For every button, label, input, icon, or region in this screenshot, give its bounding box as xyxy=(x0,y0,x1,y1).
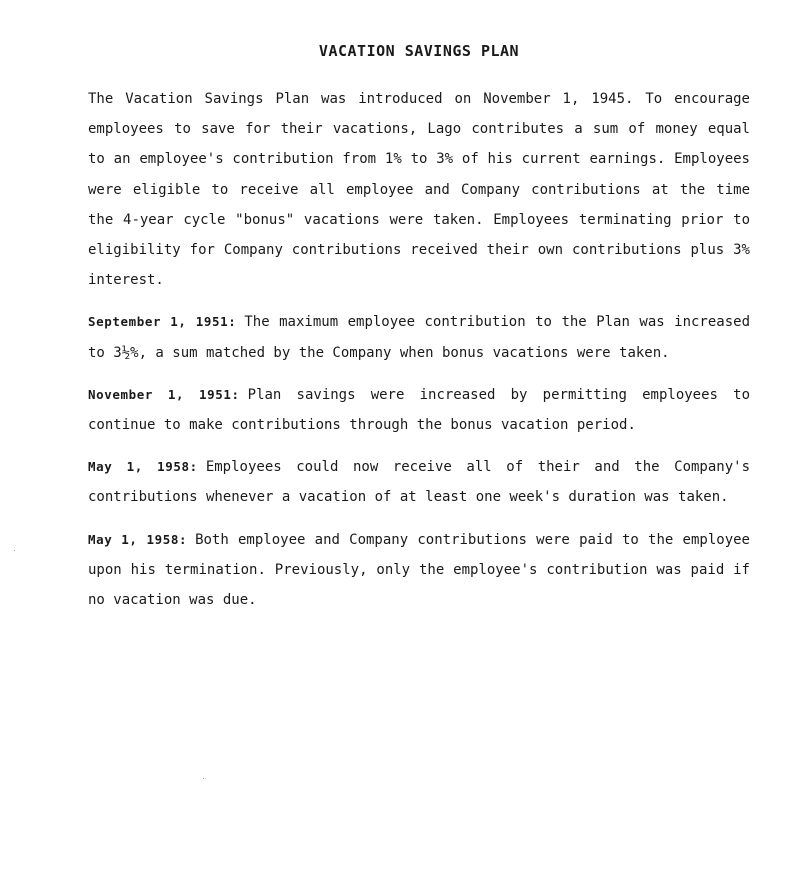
document-page xyxy=(88,40,750,615)
entry-text: Plan savings were increased by permitting employees to continue to make contributions through the bonus vacation period. xyxy=(88,386,751,434)
intro-paragraph: The Vacation Savings Plan was introduced on November 1, 1945. To encourage employees to save for their vacations, Lago contributes a sum of money equal to an employee's contribution from 1% to 3% of his current earnings. Employees were eligible to receive all employee and Company contributions at the time the 4-year cycle "bonus" vacations were taken. Employees terminating prior to eligibility for Company contributions received their own contributions plus 3% interest. xyxy=(88,91,750,289)
entry-date: November 1, 1951: xyxy=(88,386,240,402)
entry-paragraph xyxy=(88,380,750,440)
entry-text: Both employee and Company contributions were paid to the employee upon his termination. Previously, only the employee's contribution was paid if no vacation was due. xyxy=(88,531,750,609)
entry-paragraph xyxy=(88,525,750,616)
entry-date: May 1, 1958: xyxy=(88,531,188,547)
document-title: VACATION SAVINGS PLAN xyxy=(318,42,520,60)
entry-text: Employees could now receive all of their and the Company's contributions whenever a vacation of at least one week's duration was taken. xyxy=(88,459,750,506)
entry-date: May 1, 1958: xyxy=(88,459,198,475)
entry-paragraph xyxy=(88,307,750,367)
scan-speck xyxy=(203,778,204,779)
entry-date: September 1, 1951: xyxy=(88,314,237,330)
entry-paragraph xyxy=(88,452,750,512)
entry-text: The maximum employee contribution to the Plan was increased to 3½%, a sum matched by the Company when bonus vacations were taken. xyxy=(88,314,751,361)
scan-speck xyxy=(14,550,15,551)
